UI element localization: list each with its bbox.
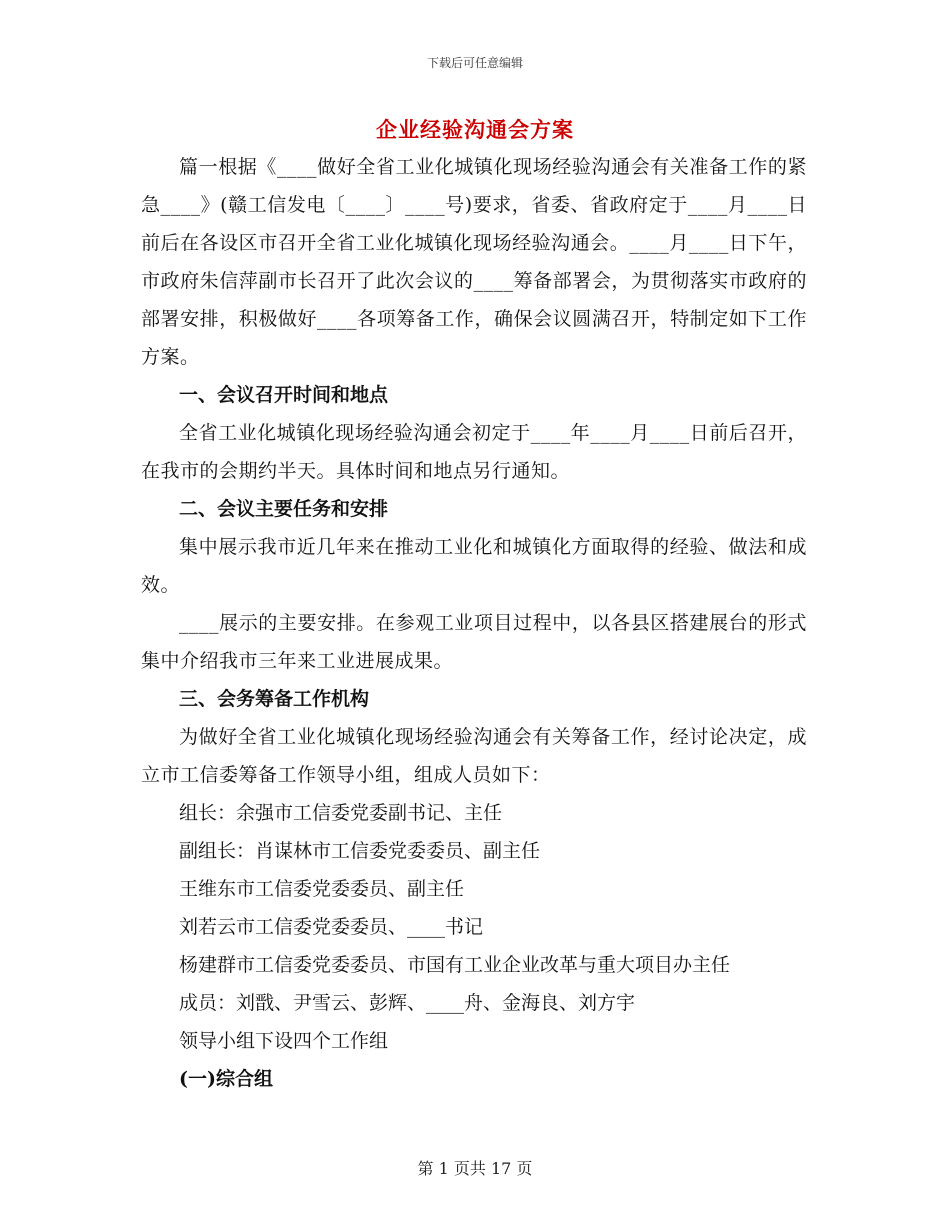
member-deputy-leader: 副组长：肖谋林市工信委党委委员、副主任 bbox=[179, 840, 541, 862]
document-body bbox=[141, 148, 807, 1098]
page-footer: 第 1 页共 17 页 bbox=[417, 1159, 533, 1178]
document-title: 企业经验沟通会方案 bbox=[376, 117, 574, 142]
section-3-heading: 三、会务筹备工作机构 bbox=[179, 688, 370, 710]
member-leader: 组长：余强市工信委党委副书记、主任 bbox=[179, 802, 503, 824]
working-groups-note: 领导小组下设四个工作组 bbox=[179, 1030, 389, 1052]
section-1-heading: 一、会议召开时间和地点 bbox=[179, 384, 389, 406]
section-2-paragraph-2: ____展示的主要安排。在参观工业项目过程中，以各县区搭建展台的形式集中介绍我市三年来工业进展成果。 bbox=[141, 612, 807, 672]
header-note: 下载后可任意编辑 bbox=[426, 56, 523, 70]
section-1-paragraph: 全省工业化城镇化现场经验沟通会初定于____年____月____日前后召开，在我市的会期约半天。具体时间和地点另行通知。 bbox=[141, 422, 807, 482]
section-2-paragraph-1: 集中展示我市近几年来在推动工业化和城镇化方面取得的经验、做法和成效。 bbox=[141, 536, 807, 596]
intro-paragraph: 篇一根据《____做好全省工业化城镇化现场经验沟通会有关准备工作的紧急____》(赣工信发电〔____〕____号)要求，省委、省政府定于____月____日前后在各设区市召开全省工业化城镇化现场经验沟通会。____月____日下午，市政府朱信萍副市长召开了此次会议的____筹备部署会，为贯彻落实市政府的部署安排，积极做好____各项筹备工作，确保会议圆满召开，特制定如下工作方案。 bbox=[141, 156, 807, 368]
section-3-paragraph: 为做好全省工业化城镇化现场经验沟通会有关筹备工作，经讨论决定，成立市工信委筹备工作领导小组，组成人员如下： bbox=[141, 726, 807, 786]
member-liu-ruoyun: 刘若云市工信委党委委员、____书记 bbox=[179, 916, 484, 938]
member-list: 成员：刘戬、尹雪云、彭辉、____舟、金海良、刘方宇 bbox=[179, 992, 636, 1014]
member-wang-weidong: 王维东市工信委党委委员、副主任 bbox=[179, 878, 465, 900]
member-yang-jianqun: 杨建群市工信委党委委员、市国有工业企业改革与重大项目办主任 bbox=[179, 954, 731, 976]
subsection-heading: (一)综合组 bbox=[179, 1068, 273, 1090]
section-2-heading: 二、会议主要任务和安排 bbox=[179, 498, 389, 520]
